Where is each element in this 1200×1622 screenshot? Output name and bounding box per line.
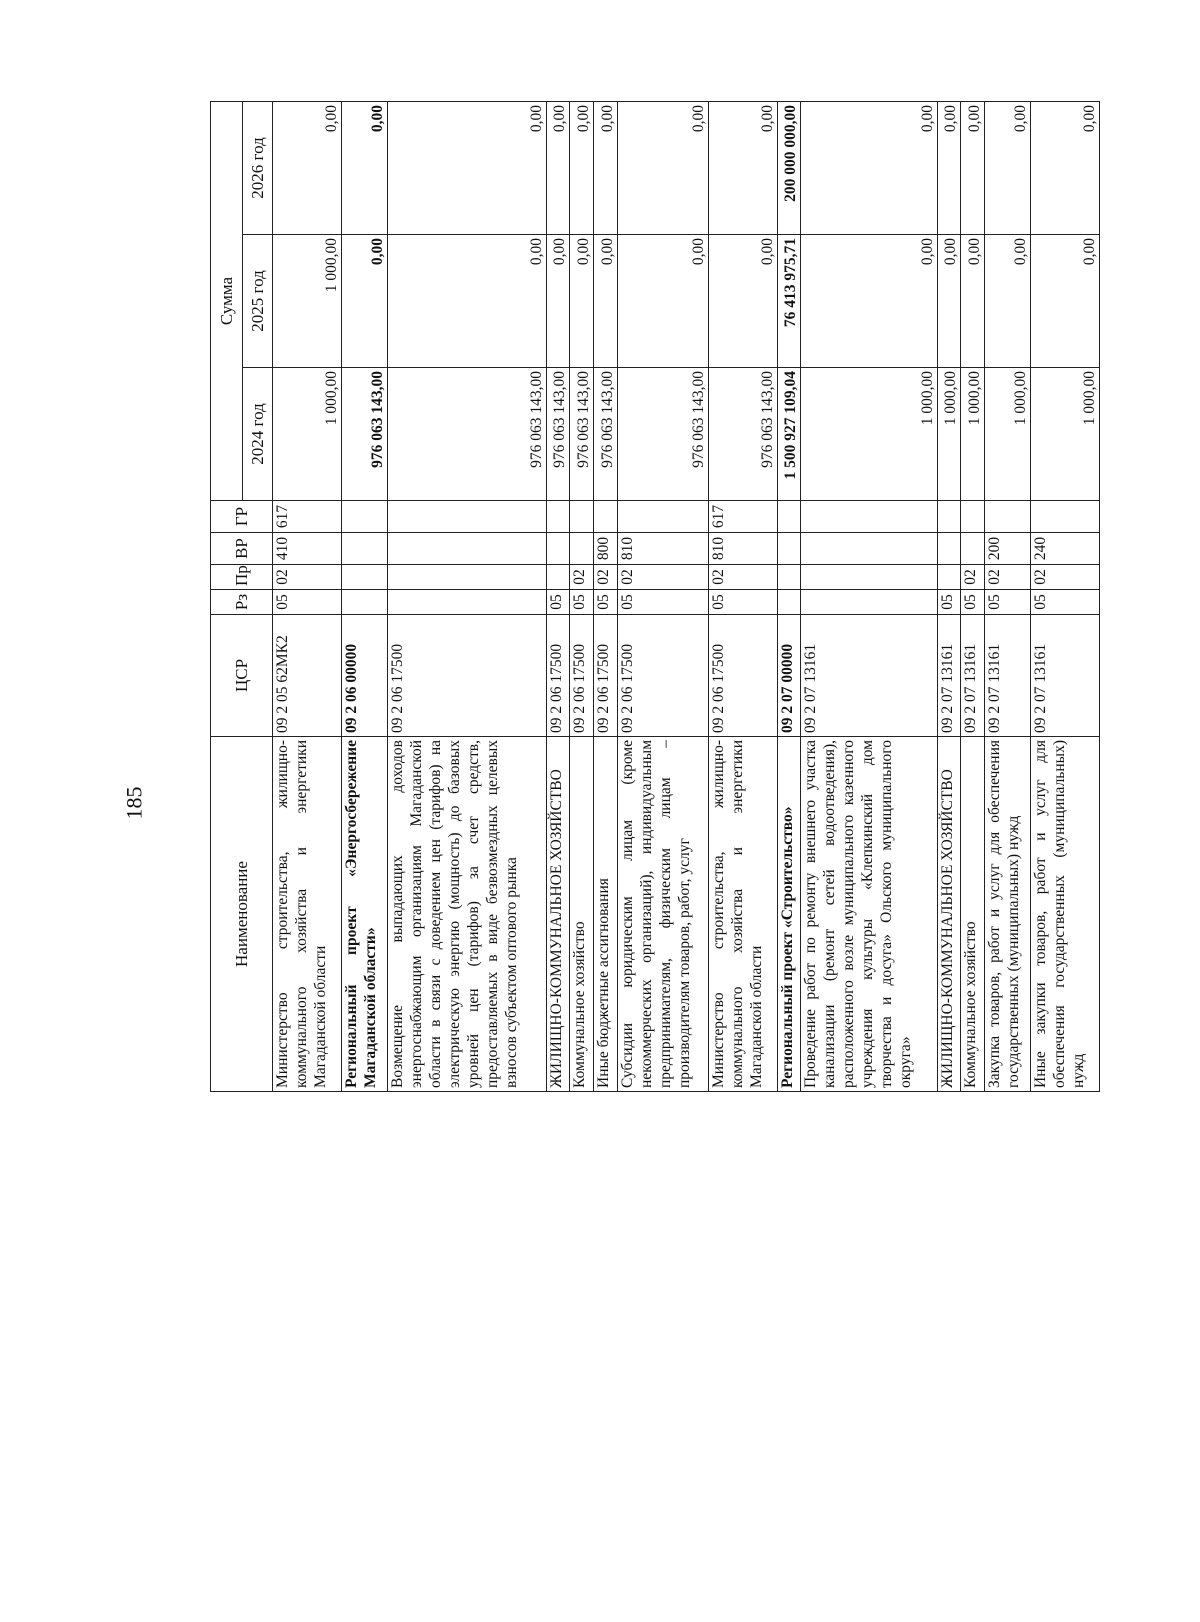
cell-2024: 1 000,00 <box>1031 368 1100 501</box>
cell-pr: 02 <box>594 565 618 590</box>
cell-name: Региональный проект «Строительство» <box>777 737 801 1092</box>
cell-2025: 0,00 <box>341 235 387 368</box>
table-row <box>777 101 801 1091</box>
cell-gr <box>937 501 961 533</box>
cell-2026: 0,00 <box>387 101 546 234</box>
cell-csr: 09 2 06 17500 <box>387 615 546 737</box>
cell-2025: 0,00 <box>984 235 1030 368</box>
cell-2026: 0,00 <box>546 101 570 234</box>
cell-csr: 09 2 05 62МК2 <box>273 615 342 737</box>
cell-name: Министерство строительства, жилищно-коммунального хозяйства и энергетики Магаданской области <box>273 737 342 1092</box>
cell-gr <box>801 501 937 533</box>
cell-vr <box>570 533 594 565</box>
cell-2024: 976 063 143,00 <box>708 368 777 501</box>
cell-name: ЖИЛИЩНО-КОММУНАЛЬНОЕ ХОЗЯЙСТВО <box>937 737 961 1092</box>
cell-name: Закупка товаров, работ и услуг для обеспечения государственных (муниципальных) нужд <box>984 737 1030 1092</box>
cell-name: Коммунальное хозяйство <box>961 737 985 1092</box>
cell-gr <box>984 501 1030 533</box>
cell-2026: 0,00 <box>594 101 618 234</box>
cell-2026: 0,00 <box>341 101 387 234</box>
cell-csr: 09 2 06 00000 <box>341 615 387 737</box>
cell-csr: 09 2 07 00000 <box>777 615 801 737</box>
cell-name: ЖИЛИЩНО-КОММУНАЛЬНОЕ ХОЗЯЙСТВО <box>546 737 570 1092</box>
cell-csr: 09 2 07 13161 <box>961 615 985 737</box>
header-gr: ГР <box>211 501 273 533</box>
cell-2025: 0,00 <box>546 235 570 368</box>
cell-2024: 1 000,00 <box>961 368 985 501</box>
table-row <box>801 101 937 1091</box>
cell-rz: 05 <box>984 590 1030 615</box>
cell-2024: 976 063 143,00 <box>387 368 546 501</box>
cell-2024: 1 000,00 <box>273 368 342 501</box>
cell-pr <box>387 565 546 590</box>
cell-2024: 976 063 143,00 <box>617 368 708 501</box>
cell-2025: 0,00 <box>801 235 937 368</box>
cell-gr <box>961 501 985 533</box>
page-number: 185 <box>121 786 147 820</box>
cell-pr <box>937 565 961 590</box>
table-row <box>594 101 618 1091</box>
cell-2026: 200 000 000,00 <box>777 101 801 234</box>
table-row <box>984 101 1030 1091</box>
cell-2026: 0,00 <box>617 101 708 234</box>
cell-rz: 05 <box>1031 590 1100 615</box>
cell-pr <box>777 565 801 590</box>
cell-pr: 02 <box>570 565 594 590</box>
cell-2024: 976 063 143,00 <box>546 368 570 501</box>
cell-gr <box>617 501 708 533</box>
cell-2024: 976 063 143,00 <box>341 368 387 501</box>
cell-csr: 09 2 06 17500 <box>594 615 618 737</box>
table-row <box>617 101 708 1091</box>
cell-pr: 02 <box>1031 565 1100 590</box>
cell-rz: 05 <box>570 590 594 615</box>
cell-2025: 1 000,00 <box>273 235 342 368</box>
cell-vr <box>937 533 961 565</box>
cell-vr <box>777 533 801 565</box>
cell-pr: 02 <box>273 565 342 590</box>
cell-gr <box>570 501 594 533</box>
cell-rz <box>341 590 387 615</box>
cell-vr: 800 <box>594 533 618 565</box>
cell-gr <box>546 501 570 533</box>
cell-2025: 0,00 <box>1031 235 1100 368</box>
cell-csr: 09 2 07 13161 <box>801 615 937 737</box>
header-name: Наименование <box>211 737 273 1092</box>
cell-2026: 0,00 <box>961 101 985 234</box>
cell-2024: 1 500 927 109,04 <box>777 368 801 501</box>
table-row <box>341 101 387 1091</box>
cell-vr <box>961 533 985 565</box>
cell-vr: 410 <box>273 533 342 565</box>
cell-rz: 05 <box>617 590 708 615</box>
cell-name: Иные закупки товаров, работ и услуг для обеспечения государственных (муниципальных) нужд <box>1031 737 1100 1092</box>
cell-csr: 09 2 07 13161 <box>1031 615 1100 737</box>
cell-pr: 02 <box>708 565 777 590</box>
header-2024: 2024 год <box>243 368 273 501</box>
cell-2025: 0,00 <box>594 235 618 368</box>
cell-csr: 09 2 07 13161 <box>937 615 961 737</box>
cell-gr: 617 <box>708 501 777 533</box>
cell-name: Министерство строительства, жилищно-коммунального хозяйства и энергетики Магаданской области <box>708 737 777 1092</box>
cell-vr <box>546 533 570 565</box>
cell-2025: 0,00 <box>708 235 777 368</box>
cell-2024: 1 000,00 <box>984 368 1030 501</box>
cell-name: Проведение работ по ремонту внешнего участка канализации (ремонт сетей водоотведения), расположенного возле муниципального казенного учреждения культуры «Клепкинский дом творчества и досуга» Ольского муниципального округа» <box>801 737 937 1092</box>
cell-2024: 976 063 143,00 <box>570 368 594 501</box>
cell-2025: 0,00 <box>961 235 985 368</box>
cell-name: Иные бюджетные ассигнования <box>594 737 618 1092</box>
header-pr: Пр <box>211 565 273 590</box>
cell-pr <box>341 565 387 590</box>
cell-rz: 05 <box>594 590 618 615</box>
cell-vr <box>387 533 546 565</box>
cell-csr: 09 2 07 13161 <box>984 615 1030 737</box>
cell-name: Субсидии юридическим лицам (кроме некоммерческих организаций), индивидуальным предпринимателям, физическим лицам – производителям товаров, работ, услуг <box>617 737 708 1092</box>
cell-pr <box>546 565 570 590</box>
header-vr: ВР <box>211 533 273 565</box>
cell-2026: 0,00 <box>937 101 961 234</box>
cell-name: Региональный проект «Энергосбережение Магаданской области» <box>341 737 387 1092</box>
table-body <box>273 101 1100 1091</box>
cell-rz: 05 <box>961 590 985 615</box>
cell-rz: 05 <box>546 590 570 615</box>
cell-2024: 1 000,00 <box>937 368 961 501</box>
table-row <box>961 101 985 1091</box>
rotated-table-container <box>210 102 1100 1092</box>
cell-pr: 02 <box>961 565 985 590</box>
cell-vr <box>341 533 387 565</box>
cell-gr <box>341 501 387 533</box>
cell-rz: 05 <box>273 590 342 615</box>
cell-rz <box>777 590 801 615</box>
cell-2026: 0,00 <box>1031 101 1100 234</box>
cell-2026: 0,00 <box>570 101 594 234</box>
table-row <box>387 101 546 1091</box>
cell-2026: 0,00 <box>984 101 1030 234</box>
cell-rz: 05 <box>937 590 961 615</box>
cell-vr: 240 <box>1031 533 1100 565</box>
cell-gr <box>387 501 546 533</box>
cell-gr: 617 <box>273 501 342 533</box>
cell-vr: 200 <box>984 533 1030 565</box>
budget-table <box>210 101 1100 1092</box>
cell-2024: 1 000,00 <box>801 368 937 501</box>
cell-name: Возмещение выпадающих доходов энергоснабжающим организациям Магаданской области в связи с доведением цен (тарифов) на электрическую энергию (мощность) до базовых уровней цен (тарифов) за счет средств, предоставляемых в виде безвозмездных целевых взносов субъектом оптового рынка <box>387 737 546 1092</box>
cell-2025: 0,00 <box>617 235 708 368</box>
cell-rz: 05 <box>708 590 777 615</box>
cell-csr: 09 2 06 17500 <box>570 615 594 737</box>
cell-pr <box>801 565 937 590</box>
table-row <box>570 101 594 1091</box>
cell-gr <box>594 501 618 533</box>
table-row <box>1031 101 1100 1091</box>
header-rz: Рз <box>211 590 273 615</box>
cell-2026: 0,00 <box>273 101 342 234</box>
cell-pr: 02 <box>984 565 1030 590</box>
cell-csr: 09 2 06 17500 <box>708 615 777 737</box>
cell-gr <box>1031 501 1100 533</box>
header-2026: 2026 год <box>243 101 273 234</box>
cell-2025: 0,00 <box>937 235 961 368</box>
cell-2025: 76 413 975,71 <box>777 235 801 368</box>
header-2025: 2025 год <box>243 235 273 368</box>
cell-csr: 09 2 06 17500 <box>546 615 570 737</box>
cell-vr: 810 <box>617 533 708 565</box>
cell-gr <box>777 501 801 533</box>
cell-name: Коммунальное хозяйство <box>570 737 594 1092</box>
header-csr: ЦСР <box>211 615 273 737</box>
table-row <box>546 101 570 1091</box>
cell-vr: 810 <box>708 533 777 565</box>
cell-rz <box>801 590 937 615</box>
cell-vr <box>801 533 937 565</box>
table-row <box>937 101 961 1091</box>
cell-rz <box>387 590 546 615</box>
cell-2024: 976 063 143,00 <box>594 368 618 501</box>
table-row <box>708 101 777 1091</box>
header-sum: Сумма <box>211 101 243 500</box>
cell-pr: 02 <box>617 565 708 590</box>
cell-2025: 0,00 <box>570 235 594 368</box>
table-row <box>273 101 342 1091</box>
cell-2026: 0,00 <box>801 101 937 234</box>
cell-2025: 0,00 <box>387 235 546 368</box>
cell-csr: 09 2 06 17500 <box>617 615 708 737</box>
cell-2026: 0,00 <box>708 101 777 234</box>
